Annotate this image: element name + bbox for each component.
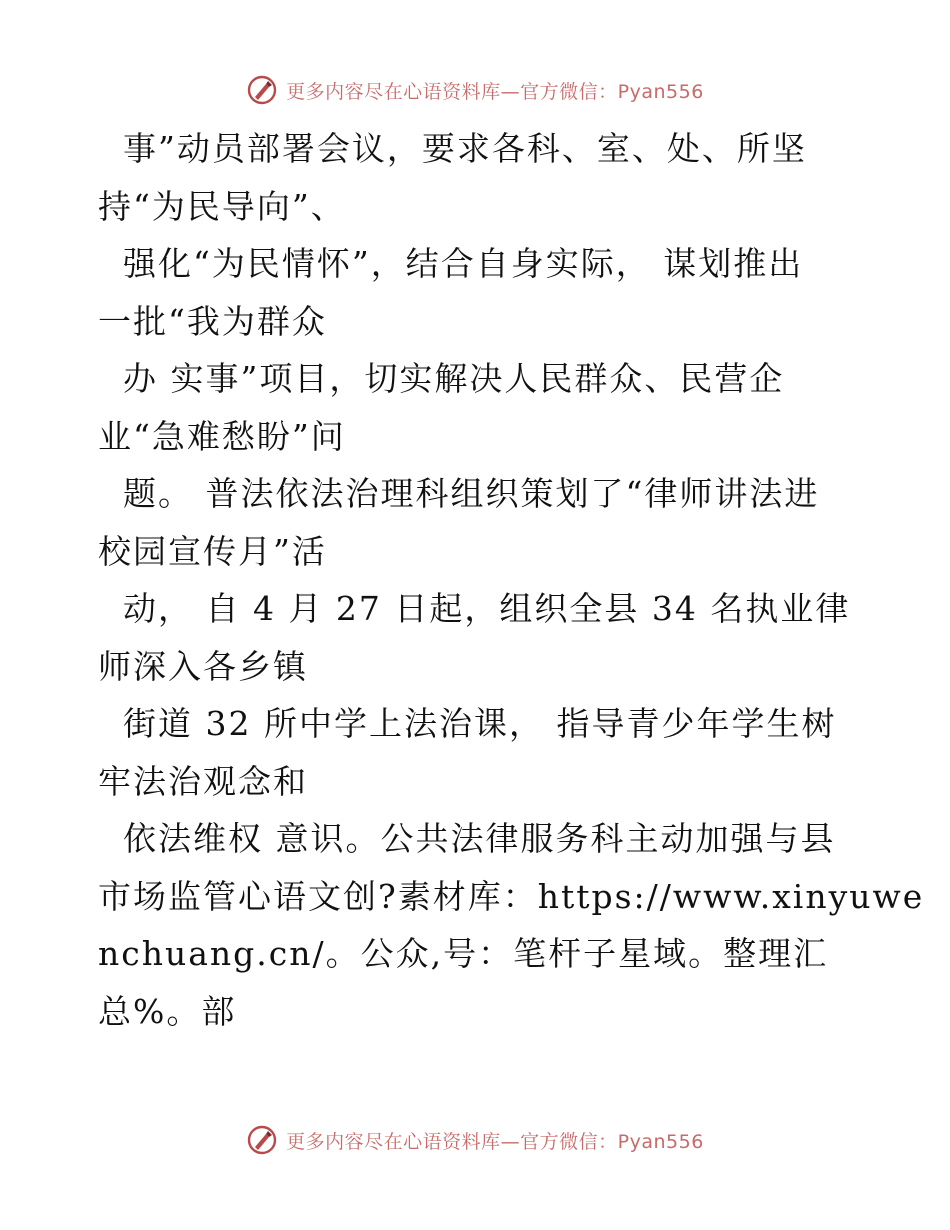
footer-watermark bbox=[0, 1120, 950, 1160]
text-line: 业“急难愁盼”问 bbox=[98, 416, 346, 456]
text-line: 市场监管心语文创?素材库：https://www.xinyuwe bbox=[98, 876, 925, 916]
text-line: 总%。部 bbox=[98, 991, 237, 1031]
text-line: 依法维权 意识。公共法律服务科主动加强与县 bbox=[98, 819, 836, 858]
text-line: 强化“为民情怀”，结合自身实际， 谋划推出 bbox=[98, 244, 804, 283]
text-line: nchuang.cn/。公众,号：笔杆子星域。整理汇 bbox=[98, 934, 829, 973]
text-line: 校园宣传月”活 bbox=[98, 531, 327, 571]
pen-logo-icon bbox=[246, 74, 278, 106]
header-watermark bbox=[0, 70, 950, 110]
text-line: 办 实事”项目，切实解决人民群众、民营企 bbox=[98, 359, 785, 398]
text-line: 一批“我为群众 bbox=[98, 301, 327, 341]
text-line: 街道 32 所中学上法治课， 指导青少年学生树 bbox=[98, 704, 837, 743]
text-line: 事”动员部署会议，要求各科、室、处、所坚 bbox=[98, 129, 807, 168]
watermark-text: 更多内容尽在心语资料库—官方微信：Pyan556 bbox=[286, 80, 704, 103]
text-line: 题。 普法依法治理科组织策划了“律师讲法进 bbox=[98, 474, 820, 513]
document-body bbox=[98, 120, 925, 1040]
text-line: 牢法治观念和 bbox=[98, 761, 308, 801]
text-line: 师深入各乡镇 bbox=[98, 646, 308, 686]
watermark-text: 更多内容尽在心语资料库—官方微信：Pyan556 bbox=[286, 1130, 704, 1153]
text-line: 持“为民导向”、 bbox=[98, 186, 346, 226]
pen-logo-icon bbox=[246, 1124, 278, 1156]
text-line: 动， 自 4 月 27 日起，组织全县 34 名执业律 bbox=[98, 589, 851, 628]
